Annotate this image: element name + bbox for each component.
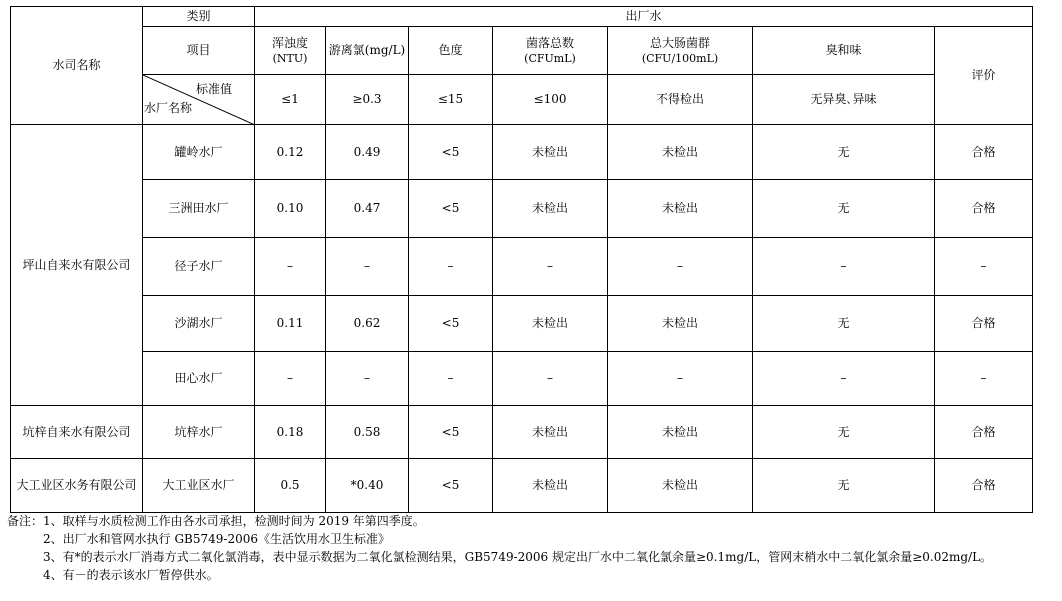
- coliform-header: [608, 27, 753, 75]
- plant-name: 三洲田水厂: [143, 180, 255, 238]
- colonies-value: 未检出: [493, 296, 608, 352]
- plant-name: 坑梓水厂: [143, 406, 255, 459]
- turbidity-value: 0.12: [255, 125, 326, 180]
- category-header: 类别: [143, 7, 255, 27]
- chlorine-header: 游离氯(mg/L): [326, 27, 409, 75]
- chlorine-value: 0.62: [326, 296, 409, 352]
- color-header: 色度: [409, 27, 493, 75]
- odor-value: 无: [753, 125, 935, 180]
- colonies-value: 未检出: [493, 180, 608, 238]
- colonies-value: 未检出: [493, 125, 608, 180]
- odor-value: 无: [753, 459, 935, 513]
- chlorine-value: –: [326, 238, 409, 296]
- company-name: 大工业区水务有限公司: [11, 459, 143, 513]
- coliform-name: 总大肠菌群: [649, 35, 710, 50]
- evaluation-value: –: [935, 352, 1033, 406]
- coliform-value: 未检出: [608, 125, 753, 180]
- turbidity-value: 0.5: [255, 459, 326, 513]
- evaluation-value: 合格: [935, 459, 1033, 513]
- evaluation-header: 评价: [935, 27, 1033, 125]
- odor-standard: 无异臭､异味: [753, 75, 935, 125]
- company-name: 坑梓自来水有限公司: [11, 406, 143, 459]
- chlorine-value: 0.47: [326, 180, 409, 238]
- table-row: [11, 238, 1033, 296]
- notes-section: [7, 512, 992, 584]
- table-row: [11, 125, 1033, 180]
- evaluation-value: –: [935, 238, 1033, 296]
- company-header: 水司名称: [11, 7, 143, 125]
- standard-label: 标准值: [195, 82, 232, 96]
- coliform-value: 未检出: [608, 296, 753, 352]
- colonies-unit: (CFUmL): [524, 51, 576, 65]
- turbidity-header: [255, 27, 326, 75]
- plant-name: 沙湖水厂: [143, 296, 255, 352]
- chlorine-value: 0.58: [326, 406, 409, 459]
- outlet-water-header: 出厂水: [255, 7, 1033, 27]
- coliform-value: –: [608, 352, 753, 406]
- coliform-unit: (CFU/100mL): [641, 51, 719, 65]
- evaluation-value: 合格: [935, 406, 1033, 459]
- plant-name: 大工业区水厂: [143, 459, 255, 513]
- odor-value: 无: [753, 180, 935, 238]
- chlorine-value: *0.40: [326, 459, 409, 513]
- item-header: 项目: [143, 27, 255, 75]
- note-line: 2、出厂水和管网水执行 GB5749-2006《生活饮用水卫生标准》: [43, 532, 390, 546]
- turbidity-unit: (NTU): [272, 51, 308, 65]
- water-quality-table: [10, 6, 1033, 513]
- coliform-value: –: [608, 238, 753, 296]
- coliform-standard: 不得检出: [608, 75, 753, 125]
- diagonal-header-cell: [143, 75, 255, 125]
- turbidity-value: 0.18: [255, 406, 326, 459]
- note-line: 4、有－的表示该水厂暂停供水。: [43, 568, 219, 582]
- colonies-name: 菌落总数: [525, 35, 574, 50]
- plant-name: 径子水厂: [143, 238, 255, 296]
- colonies-value: 未检出: [493, 406, 608, 459]
- color-value: <5: [409, 459, 493, 513]
- turbidity-name: 浑浊度: [271, 35, 308, 50]
- coliform-value: 未检出: [608, 459, 753, 513]
- color-value: –: [409, 352, 493, 406]
- evaluation-value: 合格: [935, 125, 1033, 180]
- colonies-standard: ≤100: [493, 75, 608, 125]
- table-row: [11, 180, 1033, 238]
- table-row: [11, 406, 1033, 459]
- turbidity-value: 0.11: [255, 296, 326, 352]
- odor-value: –: [753, 238, 935, 296]
- evaluation-value: 合格: [935, 296, 1033, 352]
- chlorine-value: 0.49: [326, 125, 409, 180]
- evaluation-value: 合格: [935, 180, 1033, 238]
- plant-label: 水厂名称: [144, 101, 193, 115]
- table-row: [11, 459, 1033, 513]
- table-row: [11, 352, 1033, 406]
- chlorine-standard: ≥0.3: [326, 75, 409, 125]
- chlorine-value: –: [326, 352, 409, 406]
- turbidity-value: –: [255, 352, 326, 406]
- odor-header: 臭和味: [753, 27, 935, 75]
- plant-name: 罐岭水厂: [143, 125, 255, 180]
- plant-name: 田心水厂: [143, 352, 255, 406]
- color-value: –: [409, 238, 493, 296]
- coliform-value: 未检出: [608, 406, 753, 459]
- note-line: 3、有*的表示水厂消毒方式二氧化氯消毒，表中显示数据为二氧化氯检测结果，GB5749-2006 规定出厂水中二氧化氯余量≥0.1mg/L，管网末梢水中二氧化氯余量≥0.02mg/L。: [43, 550, 993, 564]
- turbidity-standard: ≤1: [255, 75, 326, 125]
- note-line: 备注：1、取样与水质检测工作由各水司承担，检测时间为 2019 年第四季度。: [7, 514, 425, 528]
- turbidity-value: –: [255, 238, 326, 296]
- colonies-header: [493, 27, 608, 75]
- water-quality-report: [10, 6, 1033, 513]
- color-value: <5: [409, 296, 493, 352]
- table-row: [11, 296, 1033, 352]
- odor-value: 无: [753, 296, 935, 352]
- color-value: <5: [409, 180, 493, 238]
- company-name: 坪山自来水有限公司: [11, 125, 143, 406]
- colonies-value: –: [493, 238, 608, 296]
- colonies-value: –: [493, 352, 608, 406]
- odor-value: 无: [753, 406, 935, 459]
- color-standard: ≤15: [409, 75, 493, 125]
- coliform-value: 未检出: [608, 180, 753, 238]
- odor-value: –: [753, 352, 935, 406]
- colonies-value: 未检出: [493, 459, 608, 513]
- color-value: <5: [409, 125, 493, 180]
- turbidity-value: 0.10: [255, 180, 326, 238]
- color-value: <5: [409, 406, 493, 459]
